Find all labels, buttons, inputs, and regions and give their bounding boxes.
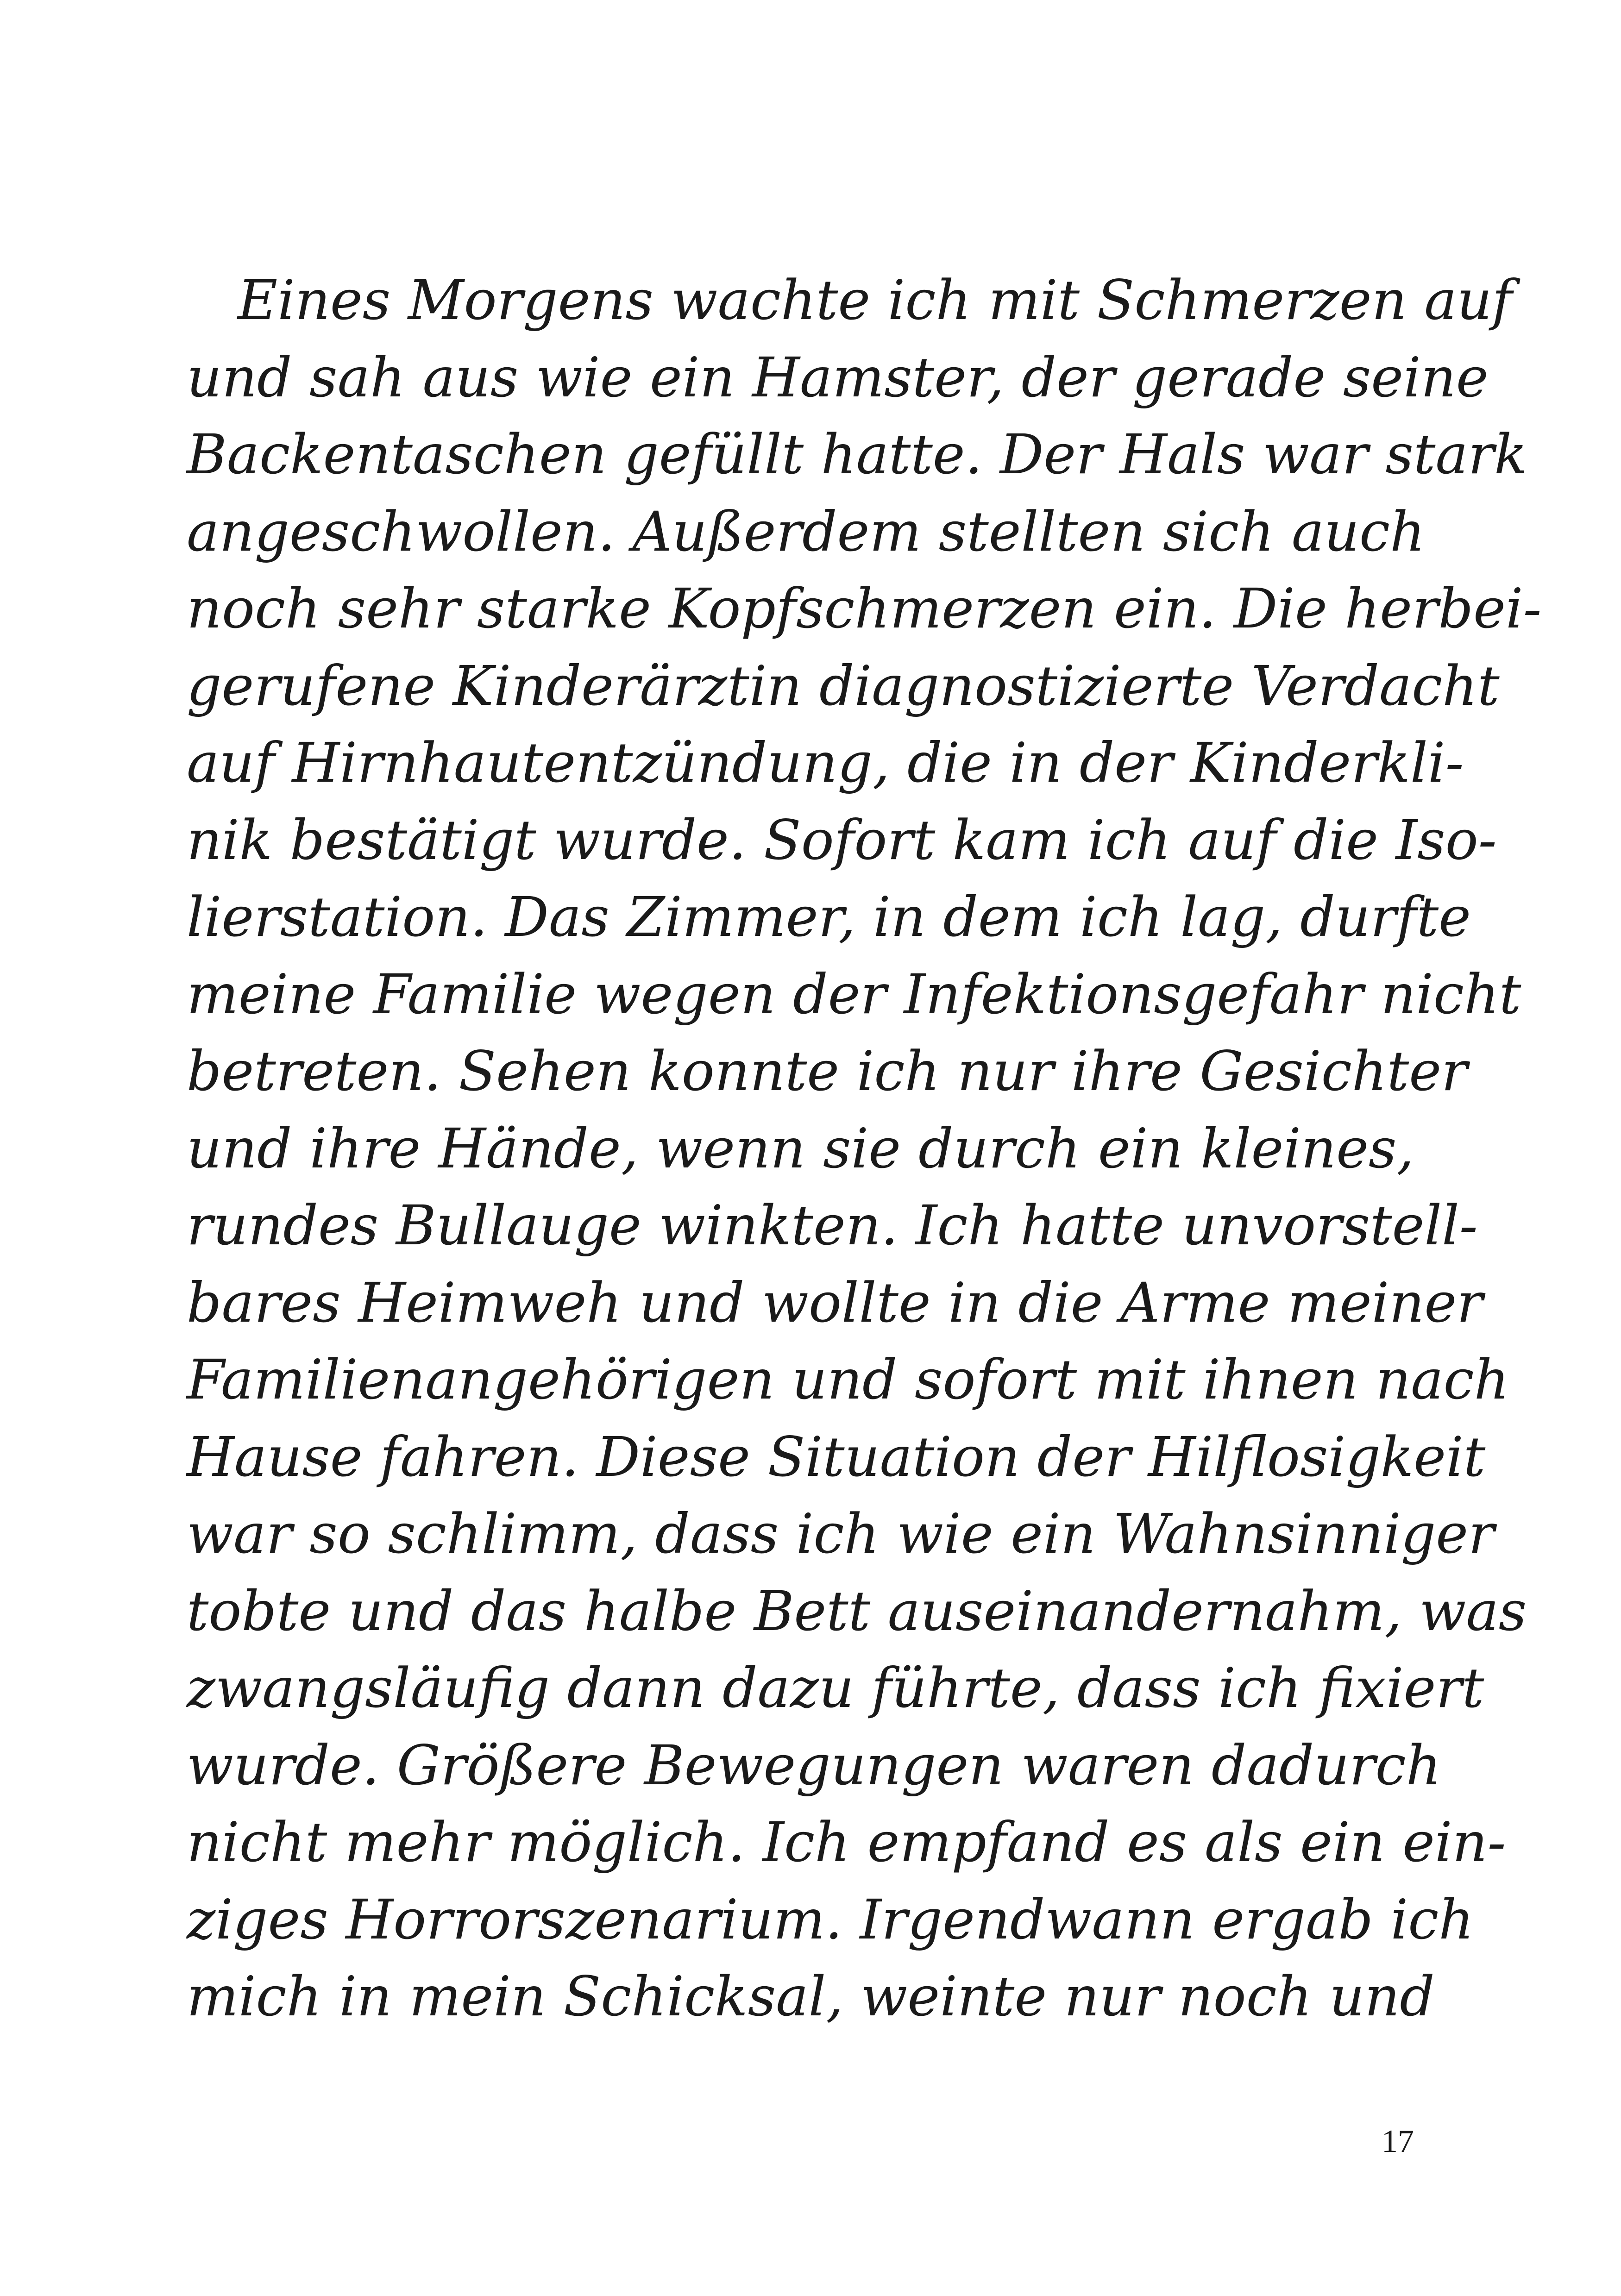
- text-line: und ihre Hände, wenn sie durch ein kleines,: [187, 1116, 1414, 1180]
- text-line: ziges Horrorszenarium. Irgendwann ergab ich: [187, 1887, 1474, 1951]
- text-line: lierstation. Das Zimmer, in dem ich lag, durfte: [187, 885, 1471, 949]
- page-number: 17: [1382, 2124, 1414, 2159]
- text-line: mich in mein Schicksal, weinte nur noch und: [187, 1964, 1435, 2028]
- text-line: nik bestätigt wurde. Sofort kam ich auf die Iso-: [187, 808, 1497, 872]
- text-line: angeschwollen. Außerdem stellten sich auch: [187, 499, 1426, 564]
- text-line: Eines Morgens wachte ich mit Schmerzen auf: [238, 268, 1513, 332]
- text-line: meine Familie wegen der Infektionsgefahr nicht: [187, 962, 1521, 1026]
- text-line: auf Hirnhautentzündung, die in der Kinderkli-: [187, 731, 1464, 795]
- text-line: Familienangehörigen und sofort mit ihnen nach: [187, 1348, 1509, 1411]
- text-line: gerufene Kinderärztin diagnostizierte Verdacht: [187, 653, 1500, 718]
- text-line: wurde. Größere Bewegungen waren dadurch: [187, 1733, 1441, 1797]
- text-line: nicht mehr möglich. Ich empfand es als ein ein-: [187, 1810, 1506, 1874]
- text-line: bares Heimweh und wollte in die Arme meiner: [187, 1270, 1483, 1335]
- text-line: war so schlimm, dass ich wie ein Wahnsinniger: [187, 1502, 1495, 1566]
- text-line: und sah aus wie ein Hamster, der gerade seine: [187, 345, 1489, 409]
- text-line: zwangsläufig dann dazu führte, dass ich fixiert: [187, 1656, 1484, 1720]
- text-line: tobte und das halbe Bett auseinandernahm, was: [187, 1579, 1527, 1643]
- text-line: Hause fahren. Diese Situation der Hilflosigkeit: [187, 1424, 1486, 1489]
- body-paragraph: [187, 262, 1542, 2035]
- text-line: betreten. Sehen konnte ich nur ihre Gesichter: [187, 1039, 1468, 1103]
- text-line: noch sehr starke Kopfschmerzen ein. Die herbei-: [187, 577, 1542, 640]
- text-line: rundes Bullauge winkten. Ich hatte unvorstell-: [187, 1193, 1478, 1257]
- text-line: Backentaschen gefüllt hatte. Der Hals war stark: [187, 422, 1527, 486]
